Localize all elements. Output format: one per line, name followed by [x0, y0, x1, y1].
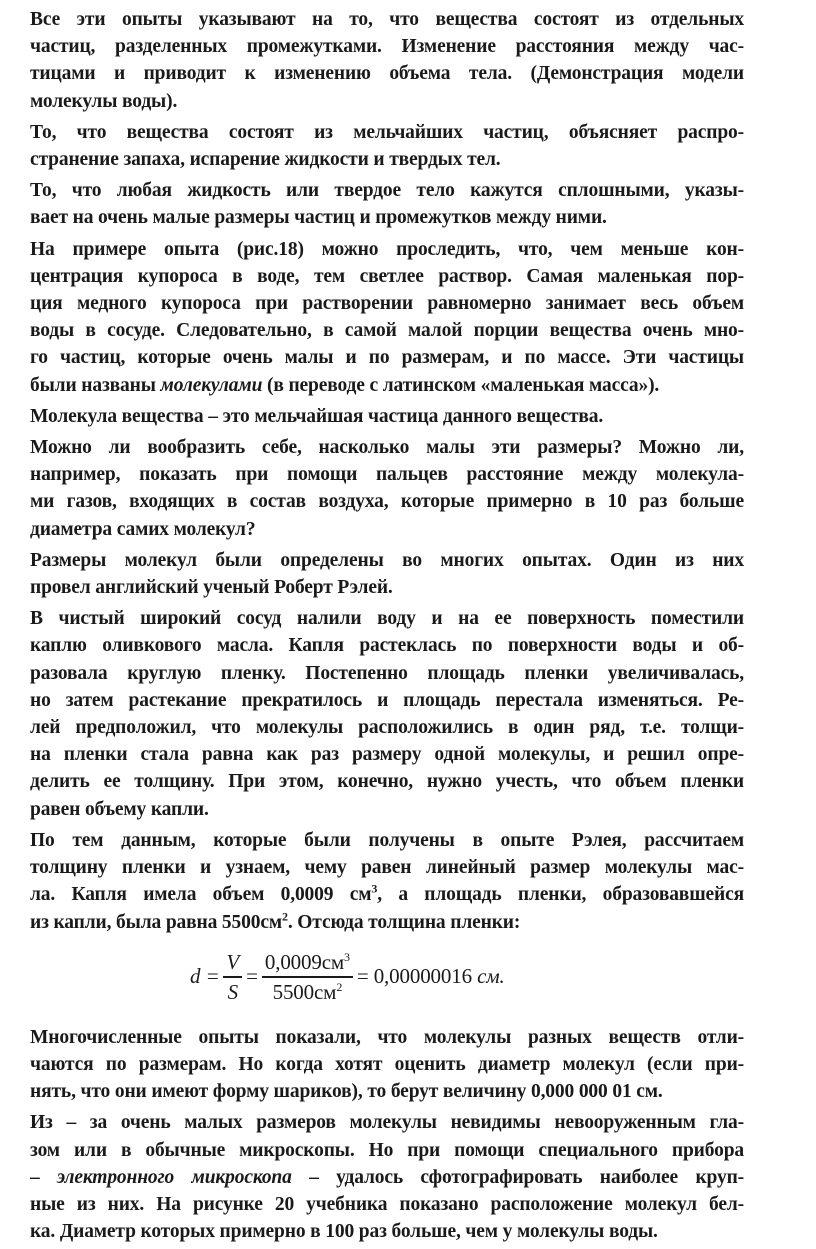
- text-line: ми газов, входящих в состав воздуха, которые примерно в 10 раз больше: [30, 491, 744, 513]
- text-line: разовала круглую пленку. Постепенно площадь пленки увеличивалась,: [30, 662, 744, 684]
- text-line: равен объему капли.: [30, 798, 209, 820]
- paragraph-8: [30, 605, 744, 823]
- text-line: На примере опыта (рис.18) можно проследить, что, чем меньше кон-: [30, 238, 744, 260]
- definition-text: Молекула вещества – это мельчайшая частица данного вещества.: [30, 405, 604, 427]
- paragraph-7: [30, 547, 744, 601]
- text-line: Можно ли вообразить себе, насколько малы эти размеры? Можно ли,: [30, 437, 744, 459]
- definition: [30, 403, 744, 430]
- text-line: По тем данным, которые были получены в опыте Рэлея, рассчитаем: [30, 829, 744, 851]
- text-line: диаметра самих молекул?: [30, 518, 256, 540]
- paragraph-10: [30, 1024, 744, 1106]
- text-line: То, что любая жидкость или твердое тело кажутся сплошными, указы-: [30, 180, 744, 202]
- text-line: ные из них. На рисунке 20 учебника показано расположение молекул бел-: [30, 1193, 744, 1215]
- text-line: Многочисленные опыты показали, что молекулы разных веществ отли-: [30, 1026, 744, 1048]
- text-line: зом или в обычные микроскопы. Но при помощи специального прибора: [30, 1139, 744, 1161]
- paragraph-4: [30, 236, 744, 399]
- text-line: го частиц, которые очень малы и по размерам, и по массе. Эти частицы: [30, 347, 744, 369]
- text-line: делить ее толщину. При этом, конечно, нужно учесть, что объем пленки: [30, 771, 744, 793]
- text-line: чаются по размерам. Но когда хотят оценить диаметр молекул (если при-: [30, 1053, 744, 1075]
- text-line: из капли, была равна $5500см^2$. Отсюда толщина пленки:: [30, 909, 521, 933]
- text-line: лей предположил, что молекулы расположились в один ряд, т.е. толщи-: [30, 717, 744, 739]
- text-line: В чистый широкий сосуд налили воду и на ее поверхность поместили: [30, 608, 744, 630]
- formula-result: = 0,00000016: [356, 964, 472, 989]
- document-page: [30, 6, 744, 1249]
- text-line: воды в сосуде. Следовательно, в самой малой порции вещества очень мно-: [30, 320, 744, 342]
- paragraph-11: [30, 1109, 744, 1245]
- formula-lhs: d =: [190, 964, 220, 989]
- text-line: ла. Капля имела объем 0,0009 $см^3$, а площадь пленки, образовавшейся: [30, 881, 744, 906]
- text-line: толщину пленки и узнаем, чему равен линейный размер молекулы мас-: [30, 857, 744, 879]
- term-electron-microscope: электронного микроскопа: [57, 1166, 292, 1188]
- thickness-formula: [30, 940, 744, 1014]
- term-molecules: молекулами: [160, 374, 263, 396]
- formula-equals: =: [246, 964, 258, 989]
- text-line: Все эти опыты указывают на то, что вещества состоят из отдельных: [30, 9, 744, 30]
- fraction-v-over-s: $\frac{V}{S}$: [223, 948, 242, 1006]
- text-line: – электронного микроскопа – удалось сфотографировать наиболее круп-: [30, 1166, 744, 1188]
- text-line: были названы молекулами (в переводе с латинском «маленькая масса»).: [30, 374, 660, 396]
- text-line: нять, что они имеют форму шариков), то берут величину 0,000 000 01 см.: [30, 1081, 663, 1103]
- text-line: например, показать при помощи пальцев расстояние между молекула-: [30, 464, 744, 486]
- text-line: Размеры молекул были определены во многих опытах. Один из них: [30, 549, 744, 571]
- paragraph-3: [30, 177, 744, 231]
- formula-unit: см.: [477, 964, 505, 989]
- text-line: провел английский ученый Роберт Рэлей.: [30, 577, 393, 599]
- text-line: на пленки стала равна как раз размеру одной молекулы, и решил опре-: [30, 744, 744, 766]
- text-line: центрация купороса в воде, тем светлее раствор. Самая маленькая пор-: [30, 265, 744, 287]
- paragraph-9: [30, 827, 744, 936]
- text-line: ция медного купороса при растворении равномерно занимает весь объем: [30, 293, 744, 315]
- text-line: странение запаха, испарение жидкости и твердых тел.: [30, 149, 501, 171]
- text-line: каплю оливкового масла. Капля растеклась по поверхности воды и об-: [30, 635, 744, 657]
- text-line: Из – за очень малых размеров молекулы невидимы невооруженным гла-: [30, 1112, 744, 1134]
- text-line: ка. Диаметр которых примерно в 100 раз больше, чем у молекулы воды.: [30, 1221, 658, 1243]
- text-line: но затем растекание прекратилось и площадь перестала изменяться. Ре-: [30, 689, 744, 711]
- paragraph-2: [30, 119, 744, 173]
- text-line: молекулы воды).: [30, 90, 178, 112]
- text-line: тицами и приводит к изменению объема тела. (Демонстрация модели: [30, 63, 744, 85]
- text-line: То, что вещества состоят из мельчайших частиц, объясняет распро-: [30, 121, 744, 143]
- text-line: вает на очень малые размеры частиц и промежутков между ними.: [30, 207, 607, 229]
- paragraph-1: [30, 6, 744, 115]
- fraction-values: $\frac{0,0009см^3}{5500см^2}$: [262, 948, 353, 1006]
- paragraph-6: [30, 434, 744, 543]
- text-line: частиц, разделенных промежутками. Изменение расстояния между час-: [30, 36, 744, 58]
